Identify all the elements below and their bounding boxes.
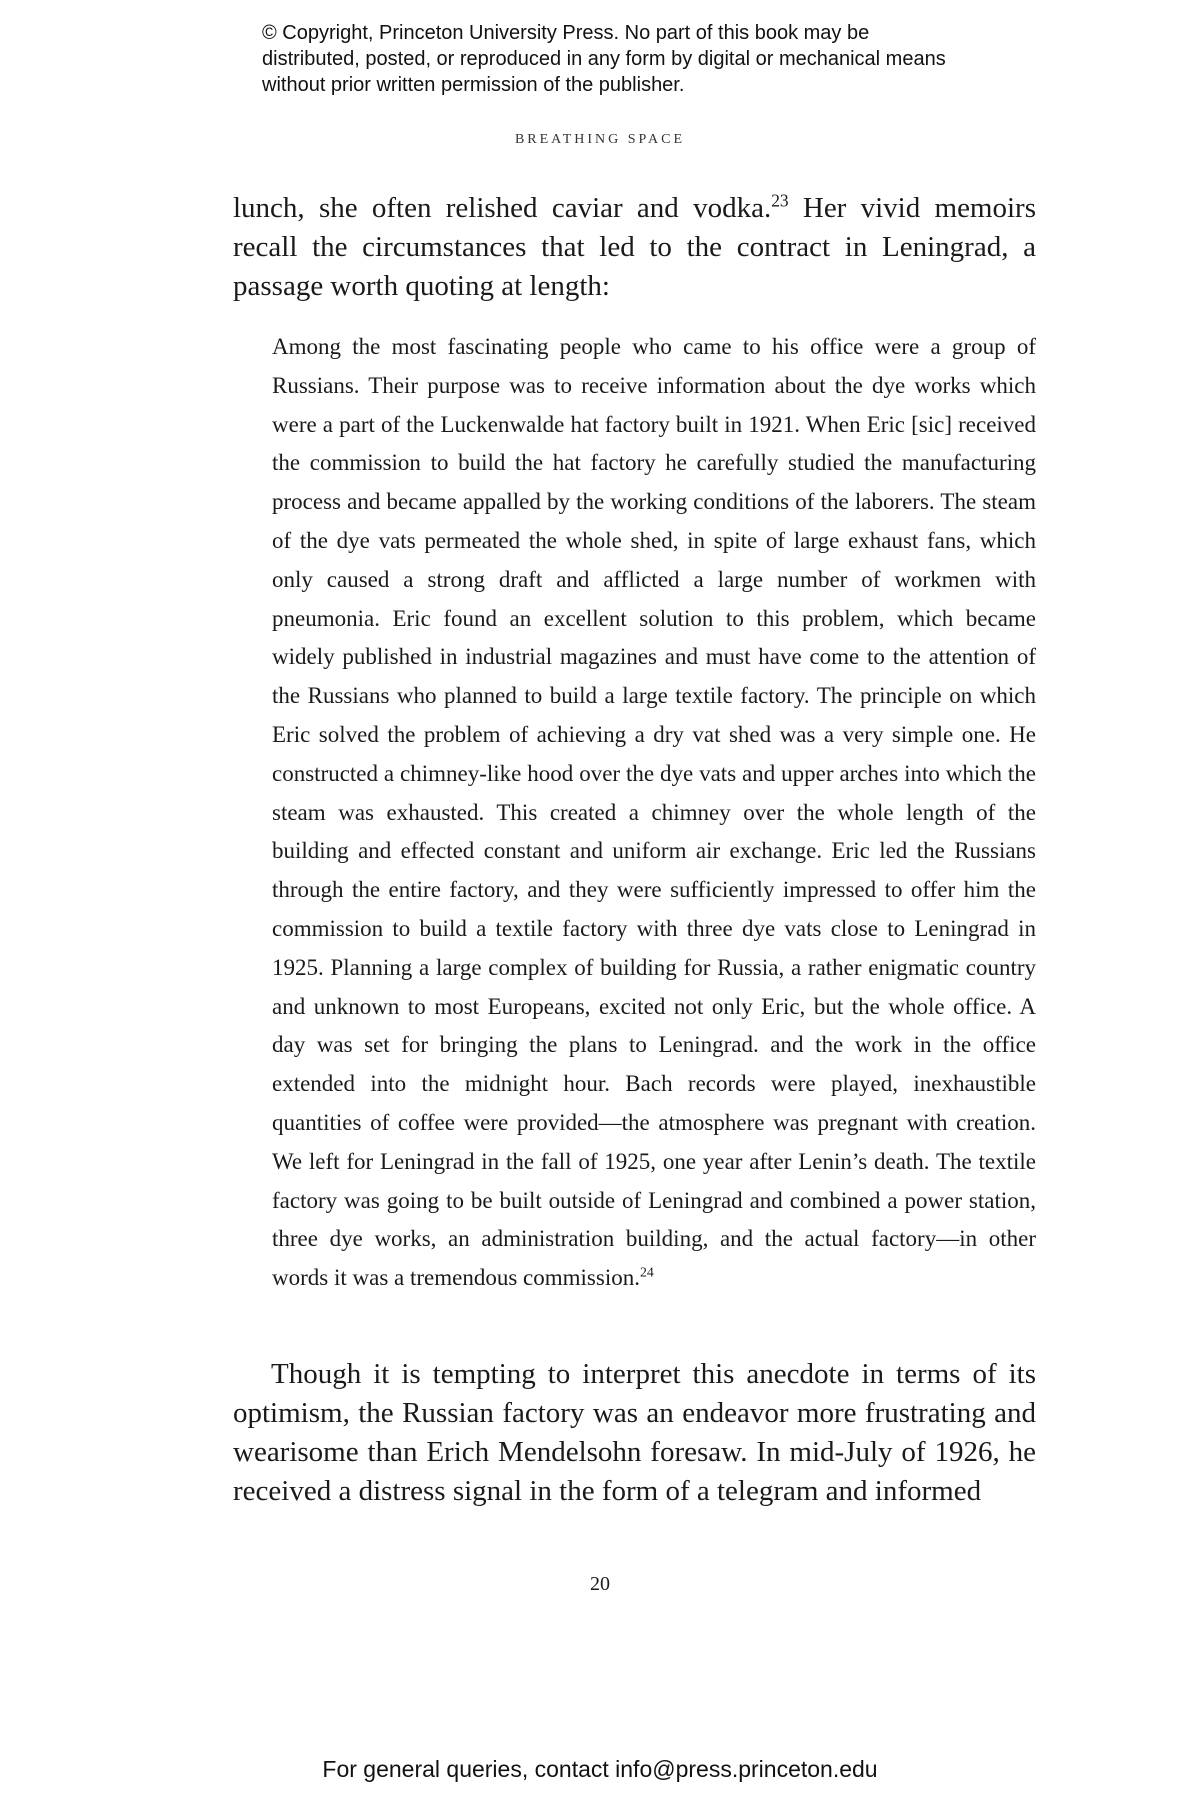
running-head: BREATHING SPACE: [514, 132, 686, 147]
block-quote-text: Among the most fascinating people who came to his office were a group of Russians. Their purpose was to receive information about the dye works which were a part of the Luckenwalde hat factory built in 1921. When Eric [sic] received the commission to build the hat factory he carefully studied the manufacturing process and became appalled by the working conditions of the laborers. The steam of the dye vats permeated the whole shed, in spite of large exhaust fans, which only caused a strong draft and afflicted a large number of workmen with pneumonia. Eric found an excellent solution to this problem, which became widely published in industrial magazines and must have come to the attention of the Russians who planned to build a large textile factory. The principle on which Eric solved the problem of achieving a dry vat shed was a very simple one. He constructed a chimney-like hood over the dye vats and upper arches into which the steam was exhausted. This created a chimney over the whole length of the building and effected constant and uniform air exchange. Eric led the Russians through the entire factory, and they were sufficiently impressed to offer him the commission to build a textile factory with three dye vats close to Leningrad in 1925. Planning a large complex of building for Russia, a rather enigmatic country and unknown to most Europeans, excited not only Eric, but the whole office. A day was set for bringing the plans to Leningrad. and the work in the office extended into the midnight hour. Bach records were played, inexhaustible quantities of coffee were provided—the atmosphere was pregnant with creation. We left for Leningrad in the fall of 1925, one year after Lenin’s death. The textile factory was going to be built outside of Leningrad and combined a power station, three dye works, an administration building, and the actual factory—in other words it was a tremendous commission.: [272, 334, 1036, 1291]
copyright-notice: © Copyright, Princeton University Press. No part of this book may be distributed, posted, or reproduced in any form by digital or mechanical means without prior written permission of the publisher.: [262, 22, 946, 96]
footnote-ref-24[interactable]: 24: [639, 1264, 654, 1280]
block-quote: [272, 328, 1036, 1298]
body-paragraph-1: [233, 189, 1036, 306]
footnote-ref-23[interactable]: 23: [771, 190, 789, 211]
page-number: 20: [590, 1573, 610, 1595]
paragraph-1-text: lunch, she often relished caviar and vodka.: [233, 192, 772, 224]
paragraph-1-text-after: Her vivid memoirs recall the circumstances that led to the contract in Leningrad, a passage worth quoting at length:: [233, 192, 1036, 302]
footer-contact: For general queries, contact info@press.princeton.edu: [322, 1756, 878, 1782]
body-paragraph-2: Though it is tempting to interpret this anecdote in terms of its optimism, the Russian factory was an endeavor more frustrating and wearisome than Erich Mendelsohn foresaw. In mid-July of 1926, he received a distress signal in the form of a telegram and informed: [233, 1358, 1036, 1507]
